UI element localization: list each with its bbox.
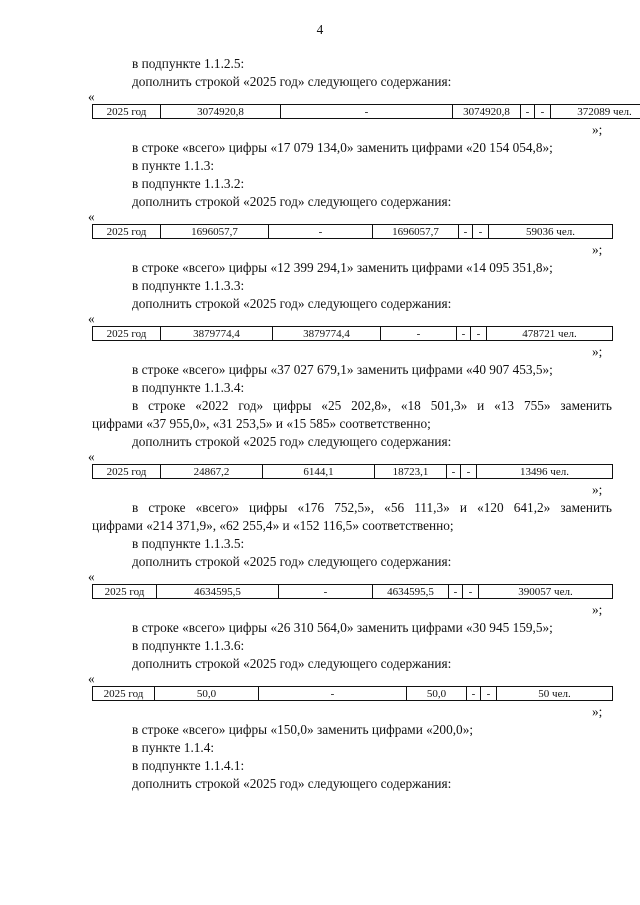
paragraph-add-row-instruction: дополнить строкой «2025 год» следующего содержания: [132,656,452,671]
paragraph-subclause-1-1-4-1: в подпункте 1.1.4.1: [132,758,245,773]
paragraph-add-row-instruction: дополнить строкой «2025 год» следующего содержания: [132,296,452,311]
cell-regional: 50,0 [407,687,467,701]
cell-people: 390057 чел. [479,585,613,599]
cell-local: - [447,465,461,479]
cell-people: 372089 чел. [551,105,640,119]
paragraph-subclause-1-1-2-5: в подпункте 1.1.2.5: [132,56,245,71]
table-row-2025-1 [92,104,640,119]
cell-regional: 18723,1 [375,465,447,479]
table-row-2025-3 [92,326,613,341]
cell-year: 2025 год [93,105,161,119]
closing-quote: »; [592,602,603,617]
cell-year: 2025 год [93,687,155,701]
cell-federal: - [281,105,453,119]
cell-regional: - [381,327,457,341]
cell-people: 13496 чел. [477,465,613,479]
paragraph-add-row-instruction: дополнить строкой «2025 год» следующего содержания: [132,776,452,791]
cell-year: 2025 год [93,225,161,239]
closing-quote: »; [592,482,603,497]
cell-other: - [481,687,497,701]
paragraph-total-replace: в строке «всего» цифры «12 399 294,1» заменить цифрами «14 095 351,8»; [132,260,553,275]
paragraph-2022-replace: в строке «2022 год» цифры «25 202,8», «18 501,3» и «13 755» заменить [132,398,612,413]
cell-federal: 3879774,4 [273,327,381,341]
cell-federal: - [259,687,407,701]
cell-total: 50,0 [155,687,259,701]
opening-quote: « [88,89,95,104]
cell-federal: - [279,585,373,599]
paragraph-subclause-1-1-3-6: в подпункте 1.1.3.6: [132,638,245,653]
cell-total: 3074920,8 [161,105,281,119]
table-row-2025-5 [92,584,613,599]
cell-regional: 1696057,7 [373,225,459,239]
paragraph-add-row-instruction: дополнить строкой «2025 год» следующего содержания: [132,434,452,449]
paragraph-subclause-1-1-3-4: в подпункте 1.1.3.4: [132,380,245,395]
table-row-2025-2 [92,224,613,239]
cell-other: - [535,105,551,119]
paragraph-total-replace-multi: в строке «всего» цифры «176 752,5», «56 111,3» и «120 641,2» заменить [132,500,612,515]
closing-quote: »; [592,704,603,719]
table-row-2025-6 [92,686,613,701]
cell-total: 4634595,5 [157,585,279,599]
cell-people: 59036 чел. [489,225,613,239]
paragraph-clause-1-1-3: в пункте 1.1.3: [132,158,215,173]
cell-total: 3879774,4 [161,327,273,341]
cell-local: - [467,687,481,701]
opening-quote: « [88,209,95,224]
closing-quote: »; [592,344,603,359]
cell-local: - [521,105,535,119]
cell-regional: 3074920,8 [453,105,521,119]
cell-local: - [449,585,463,599]
paragraph-clause-1-1-4: в пункте 1.1.4: [132,740,215,755]
cell-other: - [471,327,487,341]
paragraph-total-replace-multi-cont: цифрами «214 371,9», «62 255,4» и «152 116,5» соответственно; [92,518,454,533]
paragraph-total-replace: в строке «всего» цифры «17 079 134,0» заменить цифрами «20 154 054,8»; [132,140,553,155]
cell-other: - [473,225,489,239]
paragraph-subclause-1-1-3-5: в подпункте 1.1.3.5: [132,536,245,551]
cell-people: 478721 чел. [487,327,613,341]
paragraph-subclause-1-1-3-2: в подпункте 1.1.3.2: [132,176,245,191]
paragraph-2022-replace-cont: цифрами «37 955,0», «31 253,5» и «15 585» соответственно; [92,416,431,431]
cell-year: 2025 год [93,465,161,479]
paragraph-total-replace: в строке «всего» цифры «150,0» заменить цифрами «200,0»; [132,722,474,737]
closing-quote: »; [592,122,603,137]
table-row-2025-4 [92,464,613,479]
closing-quote: »; [592,242,603,257]
opening-quote: « [88,311,95,326]
opening-quote: « [88,671,95,686]
cell-federal: 6144,1 [263,465,375,479]
cell-year: 2025 год [93,585,157,599]
cell-local: - [457,327,471,341]
paragraph-total-replace: в строке «всего» цифры «37 027 679,1» заменить цифрами «40 907 453,5»; [132,362,553,377]
opening-quote: « [88,449,95,464]
opening-quote: « [88,569,95,584]
cell-local: - [459,225,473,239]
cell-total: 1696057,7 [161,225,269,239]
paragraph-subclause-1-1-3-3: в подпункте 1.1.3.3: [132,278,245,293]
cell-other: - [463,585,479,599]
paragraph-add-row-instruction: дополнить строкой «2025 год» следующего содержания: [132,554,452,569]
cell-people: 50 чел. [497,687,613,701]
page-number: 4 [316,22,324,37]
paragraph-add-row-instruction: дополнить строкой «2025 год» следующего содержания: [132,74,452,89]
paragraph-total-replace: в строке «всего» цифры «26 310 564,0» заменить цифрами «30 945 159,5»; [132,620,553,635]
paragraph-add-row-instruction: дополнить строкой «2025 год» следующего содержания: [132,194,452,209]
cell-other: - [461,465,477,479]
cell-regional: 4634595,5 [373,585,449,599]
cell-year: 2025 год [93,327,161,341]
cell-total: 24867,2 [161,465,263,479]
cell-federal: - [269,225,373,239]
